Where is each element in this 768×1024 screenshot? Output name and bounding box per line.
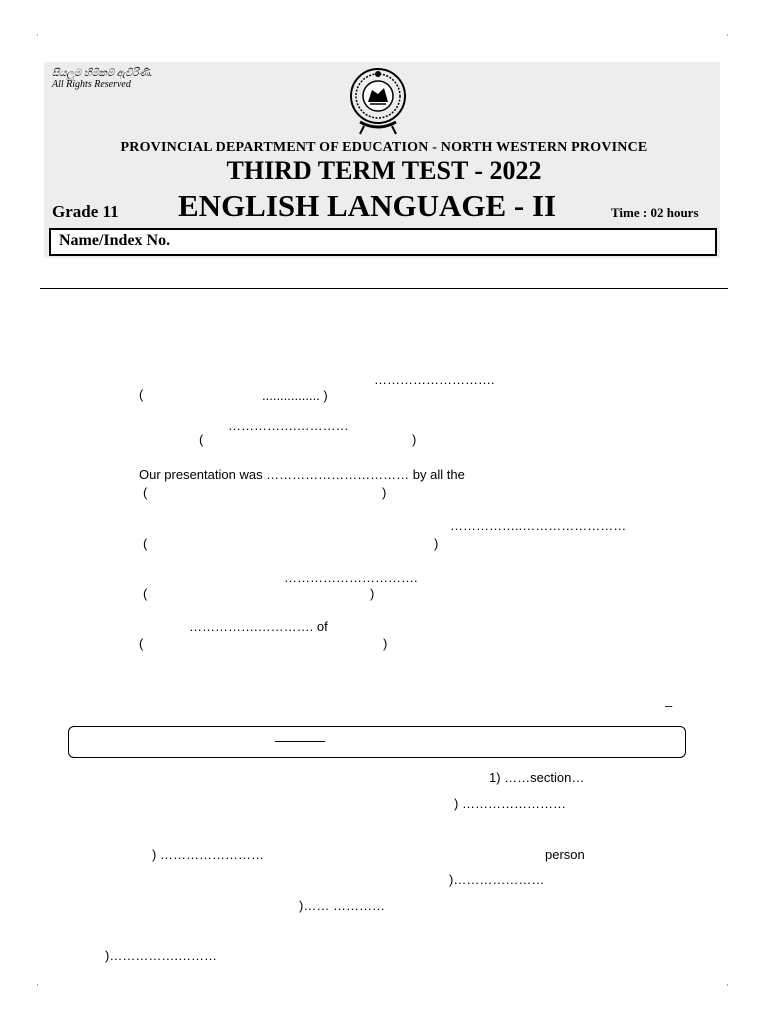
- corner-mark: ·: [726, 30, 729, 40]
- dash-mark: –: [665, 698, 673, 713]
- q5-blank[interactable]: ………………………….: [284, 570, 418, 585]
- q4-blank[interactable]: ……………..……………………: [450, 518, 627, 533]
- q4-paren-close: ): [434, 536, 439, 551]
- corner-mark: ·: [36, 30, 39, 40]
- q2-paren-close: ): [412, 432, 417, 447]
- section-item-3-word: person: [545, 847, 585, 862]
- q5-paren-close: ): [370, 586, 375, 601]
- name-index-field[interactable]: [49, 228, 717, 256]
- time-label: Time : 02 hours: [611, 205, 699, 220]
- emblem-icon: [348, 64, 408, 136]
- section-item-1[interactable]: 1) ……section…: [489, 770, 585, 785]
- q4-paren-open: (: [143, 536, 148, 551]
- grade-label: Grade 11: [52, 202, 119, 221]
- q2-blank[interactable]: …………….…………: [228, 418, 349, 433]
- q3-paren-close: ): [382, 485, 387, 500]
- corner-mark: ·: [726, 980, 729, 990]
- rights-english: All Rights Reserved: [52, 79, 131, 90]
- q2-paren-open: (: [199, 432, 204, 447]
- section-item-5[interactable]: )…… …………: [299, 898, 385, 913]
- section-underline: [275, 741, 325, 742]
- q1-paren-open: (: [139, 387, 144, 402]
- test-title: THIRD TERM TEST - 2022: [226, 156, 542, 185]
- rights-sinhala: සියලුම හිමිකම් ඇවිරිණි.: [52, 68, 153, 79]
- q6-paren-close: ): [383, 636, 388, 651]
- q1-paren-answer[interactable]: ................ ): [262, 388, 328, 403]
- corner-mark: ·: [36, 980, 39, 990]
- rights-notice: [52, 68, 152, 90]
- q5-paren-open: (: [143, 586, 148, 601]
- subject-title: ENGLISH LANGUAGE - II: [178, 188, 557, 223]
- section-item-3[interactable]: ) ……………………: [152, 847, 264, 862]
- q6-paren-open: (: [139, 636, 144, 651]
- section-item-6[interactable]: )…………….………: [105, 948, 217, 963]
- q6-sentence[interactable]: …………….…………. of: [189, 619, 328, 634]
- department-title: PROVINCIAL DEPARTMENT OF EDUCATION - NORTH WESTERN PROVINCE: [120, 140, 648, 155]
- section-heading-box: [68, 726, 686, 758]
- q1-blank[interactable]: ……………………….: [374, 372, 495, 387]
- divider: [40, 288, 728, 289]
- name-index-label: Name/Index No.: [59, 232, 171, 249]
- section-item-4[interactable]: )…………………: [449, 872, 545, 887]
- q3-paren-open: (: [143, 485, 148, 500]
- section-item-2[interactable]: ) ……………………: [454, 796, 566, 811]
- q3-sentence[interactable]: Our presentation was …………………………… by all the: [139, 467, 465, 482]
